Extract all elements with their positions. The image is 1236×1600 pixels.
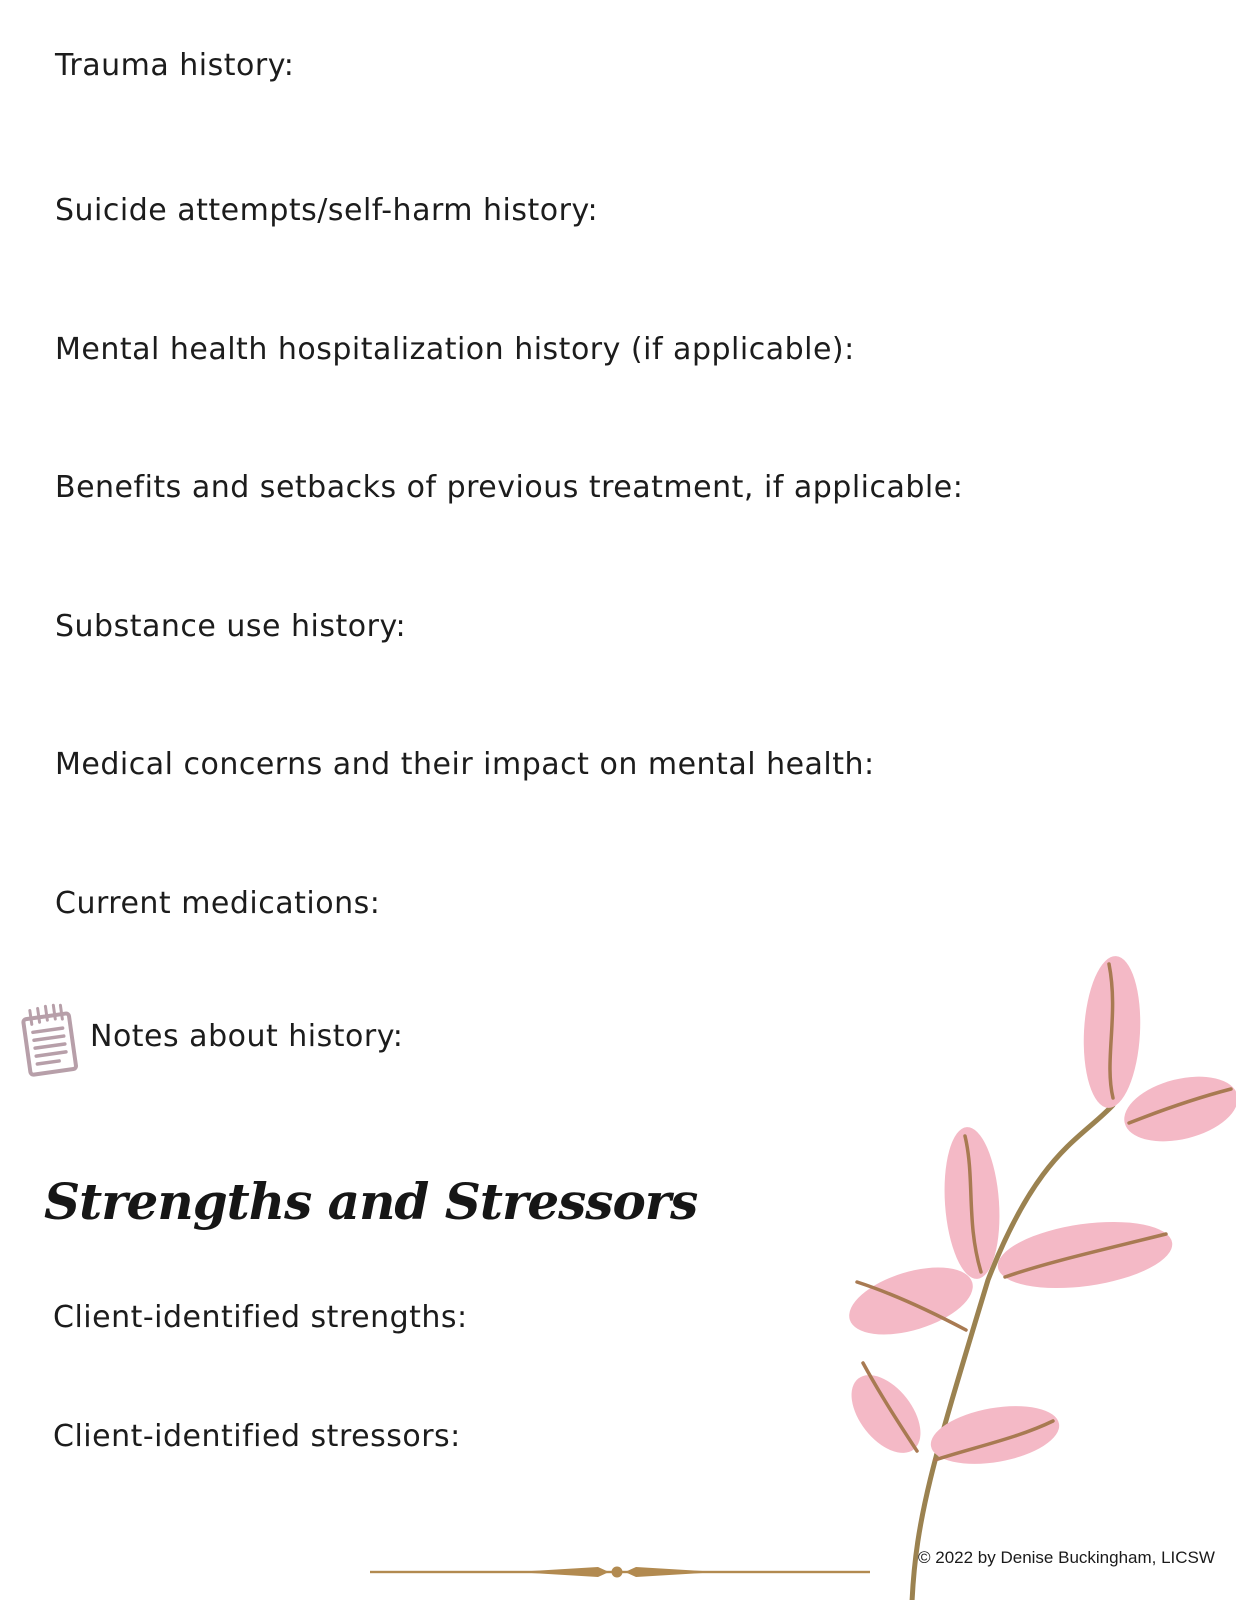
- field-label-trauma-history: Trauma history:: [55, 48, 295, 83]
- field-label-suicide-selfharm-history: Suicide attempts/self-harm history:: [55, 193, 599, 228]
- field-label-client-strengths: Client-identified strengths:: [53, 1300, 468, 1335]
- notepad-icon: [13, 996, 87, 1082]
- field-label-hospitalization-history: Mental health hospitalization history (if applicable):: [55, 332, 855, 367]
- ornamental-divider: [370, 1561, 870, 1583]
- field-label-current-medications: Current medications:: [55, 886, 381, 921]
- notes-row: [18, 1000, 518, 1090]
- copyright-text: © 2022 by Denise Buckingham, LICSW: [918, 1548, 1215, 1567]
- field-label-previous-treatment: Benefits and setbacks of previous treatment, if applicable:: [55, 470, 964, 505]
- section-heading-strengths-stressors: Strengths and Stressors: [44, 1172, 698, 1231]
- field-label-client-stressors: Client-identified stressors:: [53, 1419, 461, 1454]
- field-label-medical-concerns: Medical concerns and their impact on mental health:: [55, 747, 875, 782]
- field-label-notes-about-history: Notes about history:: [90, 1019, 404, 1054]
- field-label-substance-use-history: Substance use history:: [55, 609, 407, 644]
